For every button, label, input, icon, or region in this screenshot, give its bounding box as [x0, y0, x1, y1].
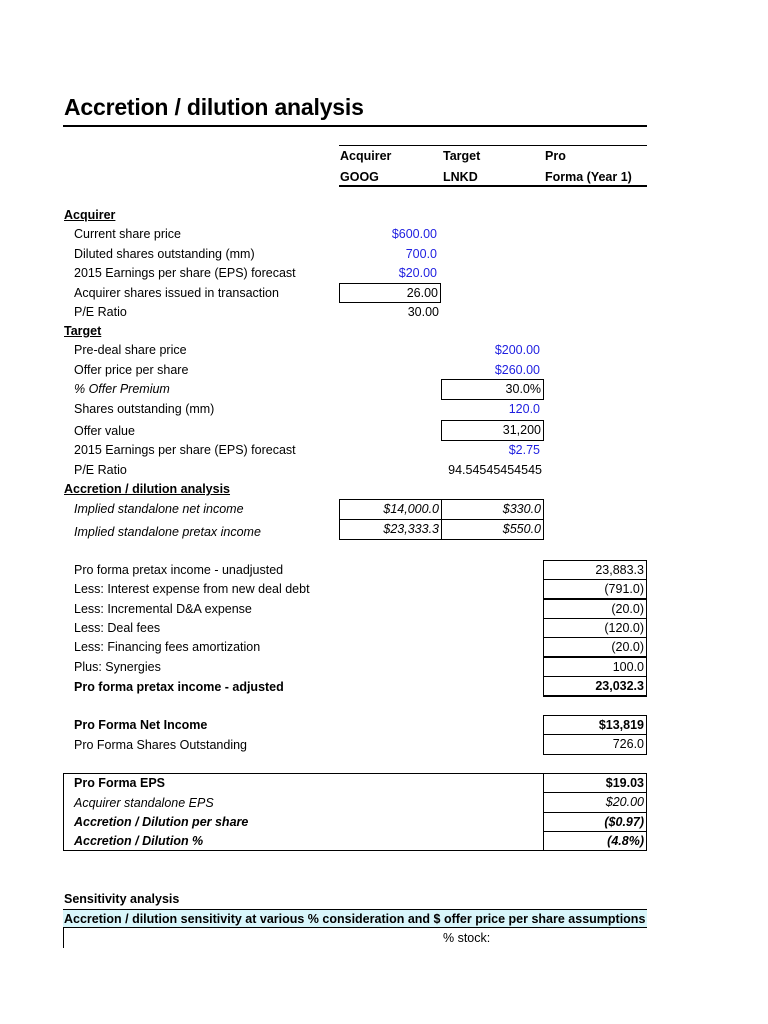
acquirer-shares-issued-label: Acquirer shares issued in transaction: [74, 286, 279, 300]
sensitivity-banner: Accretion / dilution sensitivity at various % consideration and $ offer price per share assumptions: [64, 912, 646, 926]
target-offer-premium-value[interactable]: 30.0%: [441, 379, 544, 400]
acquirer-standalone-eps-value[interactable]: $20.00: [543, 792, 647, 813]
target-shares-outstanding-value[interactable]: 120.0: [508, 402, 540, 416]
pretax-financing-fees-label: Less: Financing fees amortization: [74, 640, 261, 654]
ad-percent-value[interactable]: (4.8%): [543, 831, 647, 851]
header-pro-forma: Forma (Year 1): [545, 170, 632, 184]
target-offer-price-label: Offer price per share: [74, 363, 189, 377]
pretax-synergies-value[interactable]: 100.0: [543, 657, 647, 677]
target-pre-deal-price-label: Pre-deal share price: [74, 343, 187, 357]
ad-net-income-target[interactable]: $330.0: [441, 499, 544, 520]
acquirer-eps-label: 2015 Earnings per share (EPS) forecast: [74, 266, 296, 280]
acquirer-shares-issued-value[interactable]: 26.00: [339, 283, 441, 303]
ad-pretax-income-label: Implied standalone pretax income: [74, 525, 261, 539]
page-title: Accretion / dilution analysis: [64, 94, 364, 120]
pretax-synergies-label: Plus: Synergies: [74, 660, 161, 674]
pretax-da-label: Less: Incremental D&A expense: [74, 602, 252, 616]
header-target-ticker: LNKD: [443, 170, 478, 184]
ad-per-share-value[interactable]: ($0.97): [543, 812, 647, 832]
acquirer-diluted-shares-label: Diluted shares outstanding (mm): [74, 247, 255, 261]
header-bottom-rule: [339, 185, 647, 187]
pretax-interest-label: Less: Interest expense from new deal debt: [74, 582, 310, 596]
pretax-unadjusted-value[interactable]: 23,883.3: [543, 560, 647, 580]
target-offer-value-label: Offer value: [74, 424, 135, 438]
pretax-financing-fees-value[interactable]: (20.0): [543, 637, 647, 657]
ad-pretax-income-acquirer[interactable]: $23,333.3: [339, 519, 442, 540]
pretax-deal-fees-value[interactable]: (120.0): [543, 618, 647, 638]
target-eps-value[interactable]: $2.75: [508, 443, 540, 457]
pretax-deal-fees-label: Less: Deal fees: [74, 621, 161, 635]
target-pe-label: P/E Ratio: [74, 463, 127, 477]
target-offer-price-value[interactable]: $260.00: [494, 363, 540, 377]
ad-net-income-label: Implied standalone net income: [74, 502, 244, 516]
target-offer-premium-label: % Offer Premium: [74, 382, 170, 396]
sensitivity-stock-label: % stock:: [443, 931, 491, 945]
pretax-adjusted-label: Pro forma pretax income - adjusted: [74, 680, 284, 694]
ad-heading: Accretion / dilution analysis: [64, 482, 231, 496]
sensitivity-left-border: [63, 928, 64, 948]
pf-shares-outstanding-value[interactable]: 726.0: [543, 734, 647, 755]
pf-shares-outstanding-label: Pro Forma Shares Outstanding: [74, 738, 247, 752]
target-pre-deal-price-value[interactable]: $200.00: [494, 343, 540, 357]
header-top-rule: [339, 145, 647, 146]
acquirer-heading: Acquirer: [64, 208, 116, 222]
ad-pretax-income-target[interactable]: $550.0: [441, 519, 544, 540]
acquirer-standalone-eps-label: Acquirer standalone EPS: [74, 796, 214, 810]
ad-percent-label: Accretion / Dilution %: [74, 834, 204, 848]
pretax-unadjusted-label: Pro forma pretax income - unadjusted: [74, 563, 284, 577]
acquirer-share-price-label: Current share price: [74, 227, 181, 241]
header-acquirer-ticker: GOOG: [340, 170, 379, 184]
header-target: Target: [443, 149, 481, 163]
acquirer-diluted-shares-value[interactable]: 700.0: [405, 247, 437, 261]
pretax-interest-value[interactable]: (791.0): [543, 579, 647, 599]
pf-net-income-value[interactable]: $13,819: [543, 715, 647, 735]
title-rule: [63, 125, 647, 127]
target-heading: Target: [64, 324, 102, 338]
acquirer-pe-value[interactable]: 30.00: [407, 305, 439, 319]
target-offer-value-value[interactable]: 31,200: [441, 420, 544, 441]
sensitivity-heading: Sensitivity analysis: [64, 892, 180, 906]
ad-per-share-label: Accretion / Dilution per share: [74, 815, 249, 829]
header-acquirer: Acquirer: [340, 149, 392, 163]
acquirer-eps-value[interactable]: $20.00: [398, 266, 437, 280]
pretax-da-value[interactable]: (20.0): [543, 599, 647, 619]
pretax-adjusted-value[interactable]: 23,032.3: [543, 676, 647, 697]
pf-net-income-label: Pro Forma Net Income: [74, 718, 208, 732]
ad-net-income-acquirer[interactable]: $14,000.0: [339, 499, 442, 520]
acquirer-share-price-value[interactable]: $600.00: [391, 227, 437, 241]
pf-eps-value[interactable]: $19.03: [543, 773, 647, 793]
header-pro: Pro: [545, 149, 566, 163]
pf-eps-label: Pro Forma EPS: [74, 776, 165, 790]
target-pe-value[interactable]: 94.54545454545: [448, 463, 542, 477]
acquirer-pe-label: P/E Ratio: [74, 305, 127, 319]
target-shares-outstanding-label: Shares outstanding (mm): [74, 402, 215, 416]
target-eps-label: 2015 Earnings per share (EPS) forecast: [74, 443, 296, 457]
